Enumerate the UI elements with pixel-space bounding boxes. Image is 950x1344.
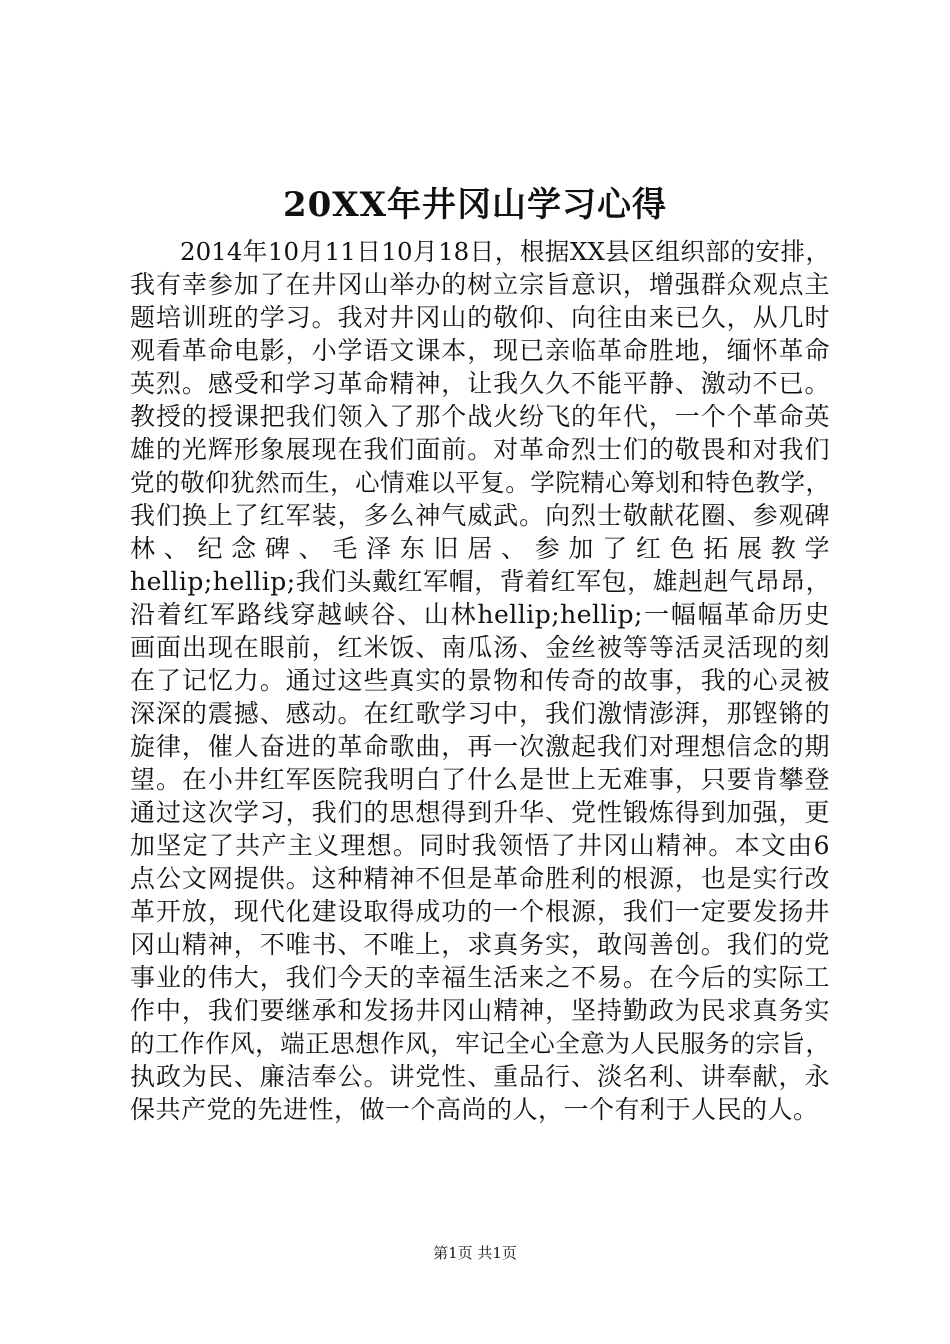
body-line: 执政为民、廉洁奉公。讲党性、重品行、淡名利、讲奉献，永 xyxy=(130,1062,830,1091)
body-line: 英烈。感受和学习革命精神，让我久久不能平静、激动不已。 xyxy=(130,369,830,398)
body-line: hellip;hellip;我们头戴红军帽，背着红军包，雄赳赳气昂昂， xyxy=(130,567,832,596)
body-line: 2014年10月11日10月18日，根据XX县区组织部的安排， xyxy=(180,237,830,266)
body-line: 党的敬仰犹然而生，心情难以平复。学院精心筹划和特色教学， xyxy=(130,468,830,497)
body-line: 画面出现在眼前，红米饭、南瓜汤、金丝被等等活灵活现的刻 xyxy=(130,633,830,662)
body-line: 点公文网提供。这种精神不但是革命胜利的根源，也是实行改 xyxy=(130,864,830,893)
body-line: 望。在小井红军医院我明白了什么是世上无难事，只要肯攀登 xyxy=(130,765,830,794)
body-line: 深深的震撼、感动。在红歌学习中，我们激情澎湃，那铿锵的 xyxy=(130,699,830,728)
body-line: 旋律，催人奋进的革命歌曲，再一次激起我们对理想信念的期 xyxy=(130,732,830,761)
body-line: 事业的伟大，我们今天的幸福生活来之不易。在今后的实际工 xyxy=(130,963,830,992)
body-line: 我们换上了红军装，多么神气威武。向烈士敬献花圈、参观碑 xyxy=(130,501,830,530)
body-line: 的工作作风，端正思想作风，牢记全心全意为人民服务的宗旨， xyxy=(130,1029,830,1058)
body-line: 观看革命电影，小学语文课本，现已亲临革命胜地，缅怀革命 xyxy=(130,336,830,365)
document-body xyxy=(130,235,830,1126)
body-line: 雄的光辉形象展现在我们面前。对革命烈士们的敬畏和对我们 xyxy=(130,435,830,464)
page-footer: 第1页 共1页 xyxy=(433,1244,517,1262)
body-line: 在了记忆力。通过这些真实的景物和传奇的故事，我的心灵被 xyxy=(130,666,830,695)
body-line: 加坚定了共产主义理想。同时我领悟了井冈山精神。本文由6 xyxy=(130,831,830,860)
body-line: 题培训班的学习。我对井冈山的敬仰、向往由来已久，从几时 xyxy=(130,303,830,332)
body-line: 革开放，现代化建设取得成功的一个根源，我们一定要发扬井 xyxy=(130,897,830,926)
body-line: 通过这次学习，我们的思想得到升华、党性锻炼得到加强，更 xyxy=(130,798,830,827)
body-line: 林、纪念碑、毛泽东旧居、参加了红色拓展教学 xyxy=(130,534,830,563)
body-line: 作中，我们要继承和发扬井冈山精神，坚持勤政为民求真务实 xyxy=(130,996,830,1025)
document-title: 20XX年井冈山学习心得 xyxy=(282,185,668,225)
body-line: 冈山精神，不唯书、不唯上，求真务实，敢闯善创。我们的党 xyxy=(130,930,830,959)
body-line: 沿着红军路线穿越峡谷、山林hellip;hellip;一幅幅革命历史 xyxy=(130,600,830,629)
body-line: 我有幸参加了在井冈山举办的树立宗旨意识，增强群众观点主 xyxy=(130,270,830,299)
body-line: 保共产党的先进性，做一个高尚的人，一个有利于人民的人。 xyxy=(130,1095,819,1124)
body-line: 教授的授课把我们领入了那个战火纷飞的年代，一个个革命英 xyxy=(130,402,830,431)
